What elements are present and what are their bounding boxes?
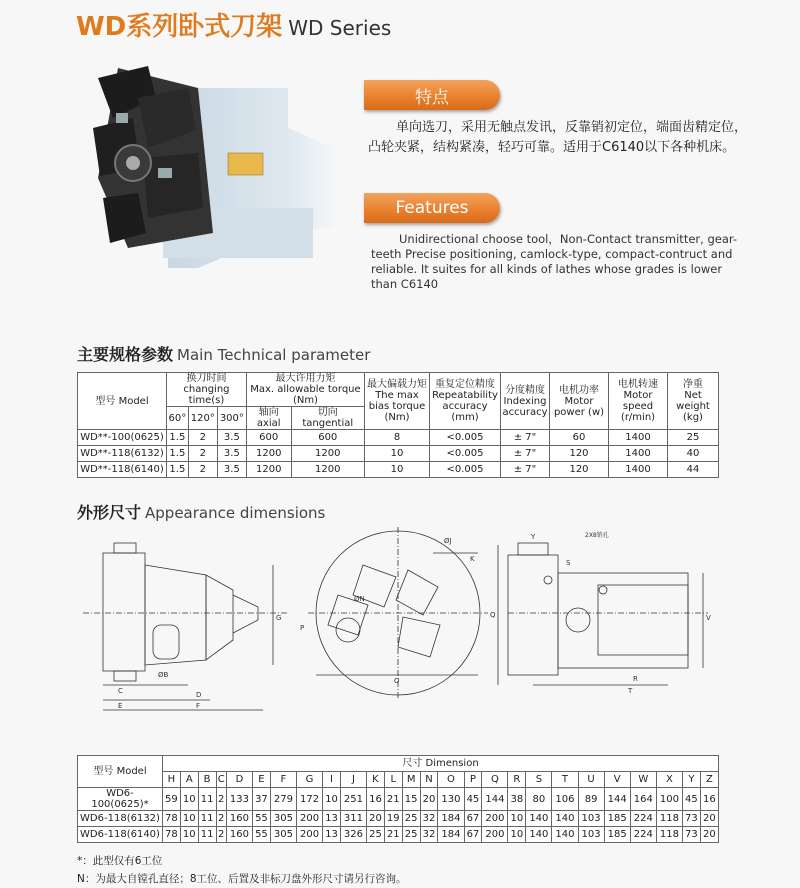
spec-weight-header: 净重 Net weight (kg): [668, 373, 719, 430]
spec-heading-cn: 主要规格参数: [77, 345, 174, 364]
spec-repeat-header: 重复定位精度 Repeatability accuracy (mm): [430, 373, 501, 430]
spec-sub-axial: 轴向 axial: [246, 407, 291, 430]
spec-model-header: 型号 Model: [78, 373, 167, 430]
label-s: S: [566, 559, 571, 567]
label-k: K: [470, 555, 475, 563]
spec-section-heading: [77, 342, 370, 365]
table-row: WD**-118(6140) 1.5 2 3.5 1200 1200 10 <0.005 ± 7" 120 1400 44: [78, 462, 719, 478]
svg-text:P: P: [300, 624, 305, 632]
label-j: ØJ: [444, 537, 452, 545]
svg-text:O: O: [394, 677, 400, 685]
spec-indexing-header: 分度精度 Indexing accuracy: [501, 373, 550, 430]
spec-sub-60: 60°: [167, 407, 189, 430]
svg-text:D: D: [196, 691, 202, 699]
features-cn-badge: 特点: [364, 80, 500, 110]
table-row: WD**-100(0625) 1.5 2 3.5 600 600 8 <0.005 ± 7" 60 1400 25: [78, 430, 719, 446]
dimension-table: [77, 755, 719, 843]
table-row: WD6-118(6140) 78 10 11 2 160 55 305 200 13 326 25 21 25 32 184 67 200 10 140 140 103 185 224 118 73 20: [78, 827, 719, 843]
dim-heading-cn: 外形尺寸: [77, 503, 142, 522]
features-en-badge: Features: [364, 193, 500, 223]
features-cn-text: 单向选刀，采用无触点发讯，反靠销初定位，端面齿精定位，凸轮夹紧，结构紧凑，轻巧可靠。适用于C6140以下各种机床。: [368, 120, 748, 155]
label-b: ØB: [158, 671, 169, 679]
svg-text:T: T: [628, 687, 633, 695]
svg-text:Q: Q: [490, 611, 496, 619]
table-row: WD**-118(6132) 1.5 2 3.5 1200 1200 10 <0.005 ± 7" 120 1400 40: [78, 446, 719, 462]
footnote-2: N：为最大自镗孔直径；8工位、后置及非标刀盘外形尺寸请另行咨询。: [77, 873, 407, 885]
label-holes: 2X8销孔: [585, 532, 609, 539]
svg-text:C: C: [118, 687, 123, 695]
svg-text:F: F: [196, 702, 201, 710]
spec-power-header: 电机功率 Motor power (w): [550, 373, 609, 430]
table-row: WD6-118(6132) 78 10 11 2 160 55 305 200 13 311 20 19 25 32 184 67 200 10 140 140 103 185 224 118 73 20: [78, 811, 719, 827]
spec-sub-tangential: 切向 tangential: [291, 407, 365, 430]
footnotes: [77, 852, 407, 888]
dim-header: 尺寸 Dimension: [163, 756, 719, 772]
spec-torque-header: 最大许用力矩 Max. allowable torque (Nm): [246, 373, 364, 407]
svg-text:G: G: [276, 614, 282, 622]
label-n: ØN: [354, 595, 365, 603]
product-photo: [78, 58, 356, 270]
features-en-text: Unidirectional choose tool，Non-Contact transmitter, gear-teeth Precise positioning, camlock-type, compact-contruct and reliable. It suites for all kinds of lathes whose grades is lower than C6140: [371, 232, 738, 291]
footnote-1: *：此型仅有6工位: [77, 855, 163, 867]
svg-text:E: E: [118, 702, 123, 710]
label-y: Y: [531, 533, 536, 541]
label-r: R: [633, 675, 638, 683]
title-cn: WD系列卧式刀架: [76, 12, 283, 42]
spec-bias-header: 最大偏载力矩 The max bias torque (Nm): [365, 373, 430, 430]
table-row: WD6-100(0625)* 59 10 11 2 133 37 279 172 10 251 16 21 15 20 130 45 144 38 80 106 89 144 164 100 45 16: [78, 788, 719, 811]
spec-sub-120: 120°: [188, 407, 217, 430]
spec-table: [77, 372, 719, 478]
dim-letters-row: H A B C D E F G I J K L M N O P Q R S T U V W X Y Z: [78, 772, 719, 788]
dim-section-heading: [77, 500, 325, 523]
page-title: [76, 6, 391, 43]
dim-model-header: 型号 Model: [78, 756, 163, 788]
dimension-drawing: [78, 525, 723, 720]
svg-text:V: V: [706, 614, 711, 622]
spec-speed-header: 电机转速 Motor speed (r/min): [609, 373, 668, 430]
spec-heading-en: Main Technical parameter: [177, 346, 371, 364]
spec-sub-300: 300°: [217, 407, 246, 430]
spec-changing-time-header: 换刀时间 changing time(s): [167, 373, 247, 407]
dim-heading-en: Appearance dimensions: [145, 504, 326, 522]
title-en: WD Series: [288, 16, 392, 40]
